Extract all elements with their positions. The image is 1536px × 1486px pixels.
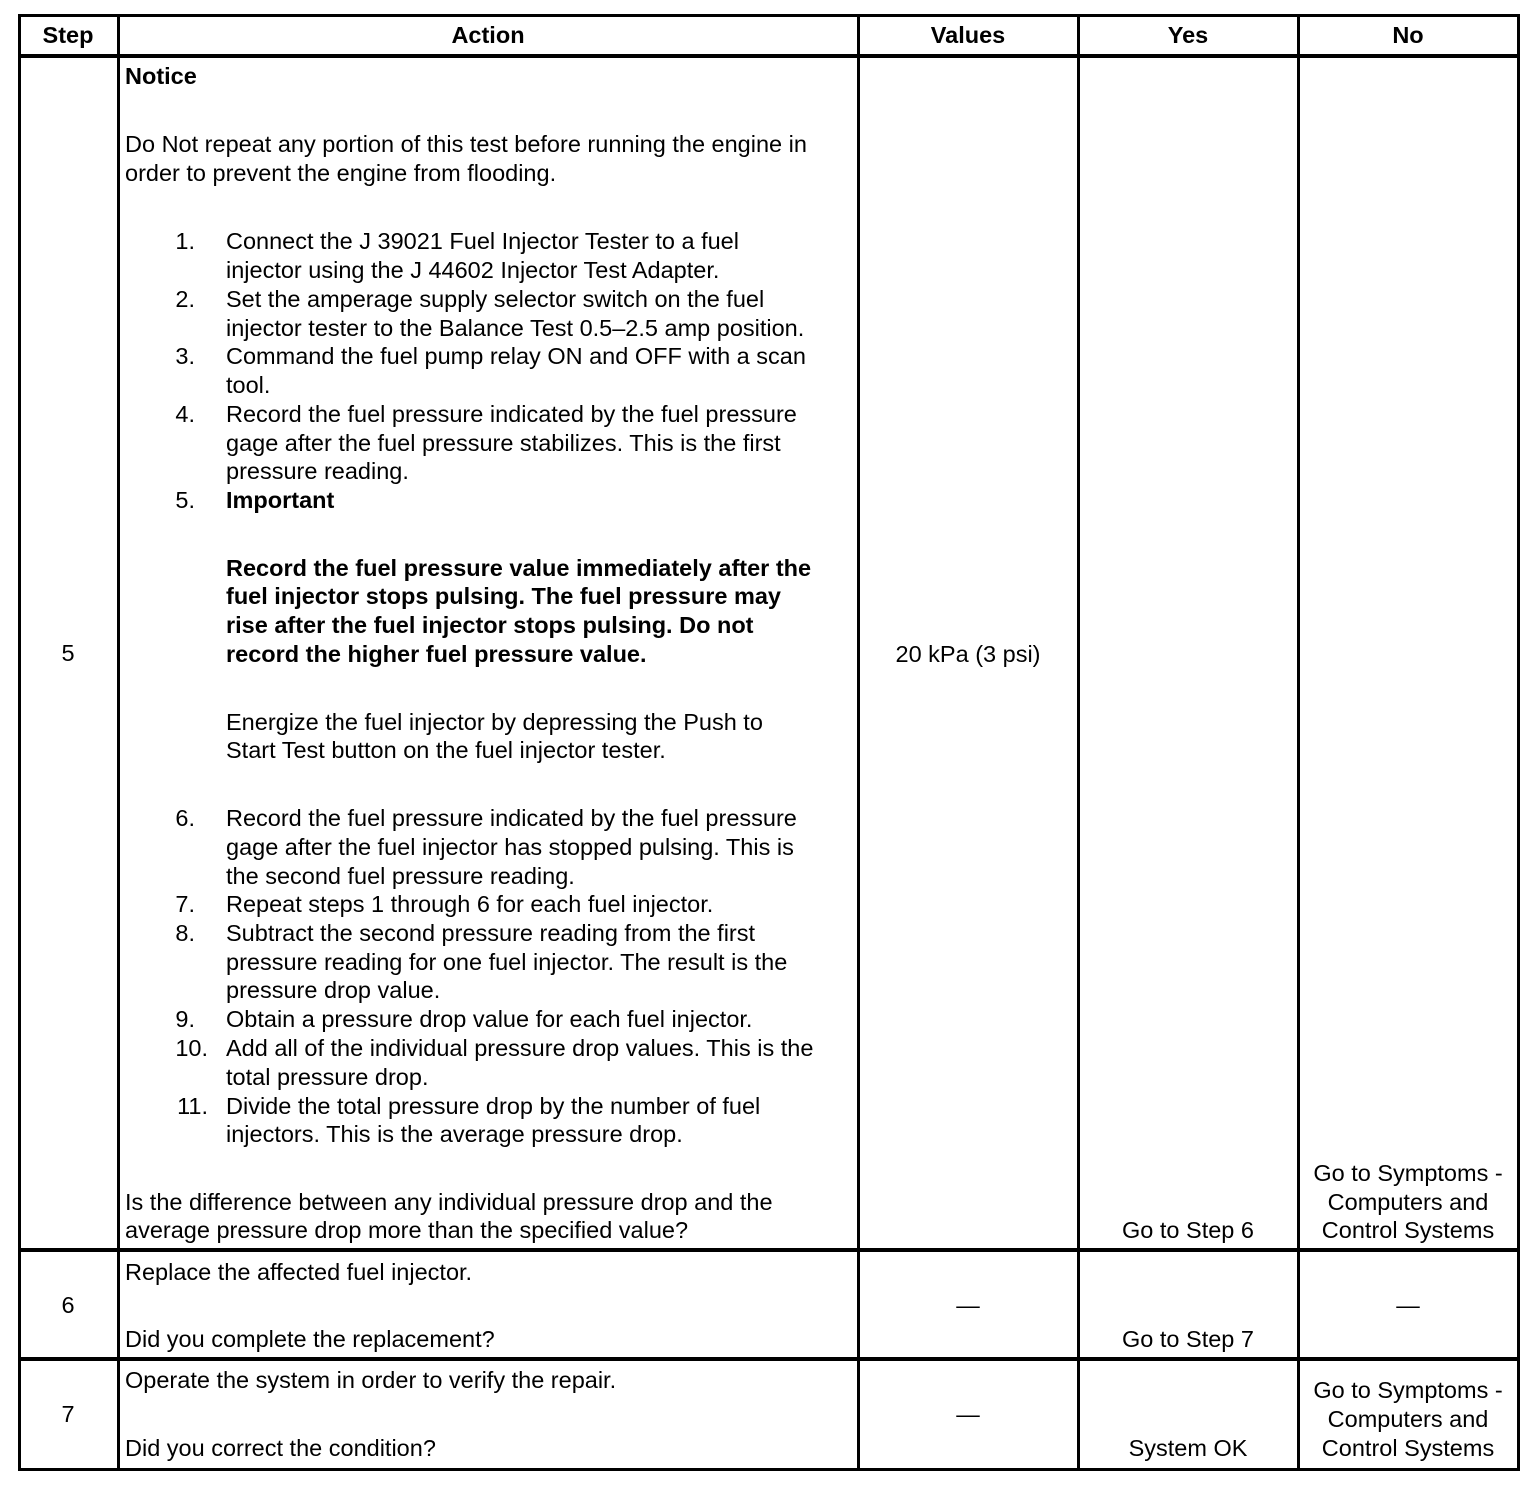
list-item-text: gage after the fuel injector has stopped pulsing. This is [226, 834, 794, 860]
list-item-text: Subtract the second pressure reading from the first [226, 920, 756, 946]
header-action: Action [451, 22, 525, 48]
row5-step: 5 [61, 640, 75, 666]
row6-value: — [956, 1292, 980, 1318]
list-item-text: injectors. This is the average pressure drop. [226, 1121, 683, 1147]
list-item-text: injector using the J 44602 Injector Test Adapter. [226, 257, 720, 283]
row7-value: — [956, 1401, 980, 1427]
list-item-text: Repeat steps 1 through 6 for each fuel injector. [226, 891, 714, 917]
list-item-text: Set the amperage supply selector switch on the fuel [226, 286, 765, 312]
list-item-text: the second fuel pressure reading. [226, 863, 575, 889]
list-item-number: 10. [175, 1035, 208, 1061]
list-item-text: pressure reading. [226, 458, 409, 484]
row5-value: 20 kPa (3 psi) [895, 641, 1041, 667]
row6-no: — [1396, 1292, 1420, 1318]
row7-no-line: Computers and [1327, 1406, 1489, 1432]
list-item-number: 9. [175, 1006, 195, 1032]
list-item-number: 6. [175, 805, 195, 831]
row5-no-line: Control Systems [1321, 1217, 1495, 1243]
row6-yes: Go to Step 7 [1122, 1326, 1254, 1352]
header-no: No [1392, 22, 1424, 48]
list-item-text: gage after the fuel pressure stabilizes. This is the first [226, 430, 781, 456]
notice-text-line: order to prevent the engine from flooding. [125, 160, 557, 186]
list-item-text: pressure reading for one fuel injector. The result is the [226, 949, 788, 975]
list-item-number: 7. [175, 891, 195, 917]
header-step: Step [42, 22, 94, 48]
row7-question: Did you correct the condition? [125, 1435, 436, 1461]
list-item-text: Obtain a pressure drop value for each fuel injector. [226, 1006, 753, 1032]
row7-no-line: Control Systems [1321, 1435, 1495, 1461]
row6-step: 6 [61, 1292, 75, 1318]
list-item-number: 1. [175, 228, 195, 254]
list-item-number: 4. [175, 401, 195, 427]
row5-question-line: Is the difference between any individual pressure drop and the [125, 1189, 773, 1215]
header-values: Values [930, 22, 1006, 48]
row7-no-line: Go to Symptoms - [1313, 1377, 1503, 1403]
important-text-line: Record the fuel pressure value immediately after the [226, 555, 812, 581]
list-item-text: Command the fuel pump relay ON and OFF with a scan [226, 343, 806, 369]
list-item-text: total pressure drop. [226, 1064, 429, 1090]
row7-step: 7 [61, 1401, 75, 1427]
header-yes: Yes [1167, 22, 1209, 48]
list-item-text: Record the fuel pressure indicated by the fuel pressure [226, 805, 797, 831]
row7-action: Operate the system in order to verify the repair. [125, 1367, 617, 1393]
row6-question: Did you complete the replacement? [125, 1326, 495, 1352]
list-item-number: 8. [175, 920, 195, 946]
row5-no-line: Computers and [1327, 1189, 1489, 1215]
list-item-text: Connect the J 39021 Fuel Injector Tester to a fuel [226, 228, 739, 254]
notice-title: Notice [125, 63, 197, 89]
list-item-number: 2. [175, 286, 195, 312]
important-title: Important [226, 487, 335, 513]
important-text-line: fuel injector stops pulsing. The fuel pressure may [226, 583, 781, 609]
list-item-text: pressure drop value. [226, 977, 441, 1003]
list-item-number: 5. [175, 487, 195, 513]
list-item-text: Divide the total pressure drop by the number of fuel [226, 1093, 761, 1119]
row5-yes: Go to Step 6 [1122, 1217, 1254, 1243]
important-text-line: rise after the fuel injector stops pulsing. Do not [226, 612, 754, 638]
row6-action: Replace the affected fuel injector. [125, 1259, 473, 1285]
important-text-line: record the higher fuel pressure value. [226, 641, 647, 667]
list-item-number: 11. [177, 1093, 208, 1119]
list-item-text: Add all of the individual pressure drop values. This is the [226, 1035, 814, 1061]
energize-text-line: Start Test button on the fuel injector tester. [226, 737, 666, 763]
list-item-text: tool. [226, 372, 271, 398]
row5-question-line: average pressure drop more than the specified value? [125, 1217, 689, 1243]
row7-yes: System OK [1128, 1435, 1248, 1461]
list-item-text: Record the fuel pressure indicated by the fuel pressure [226, 401, 797, 427]
row5-no-line: Go to Symptoms - [1313, 1160, 1503, 1186]
list-item-text: injector tester to the Balance Test 0.5–2.5 amp position. [226, 315, 805, 341]
notice-text-line: Do Not repeat any portion of this test before running the engine in [125, 131, 807, 157]
energize-text-line: Energize the fuel injector by depressing the Push to [226, 709, 763, 735]
list-item-number: 3. [175, 343, 195, 369]
